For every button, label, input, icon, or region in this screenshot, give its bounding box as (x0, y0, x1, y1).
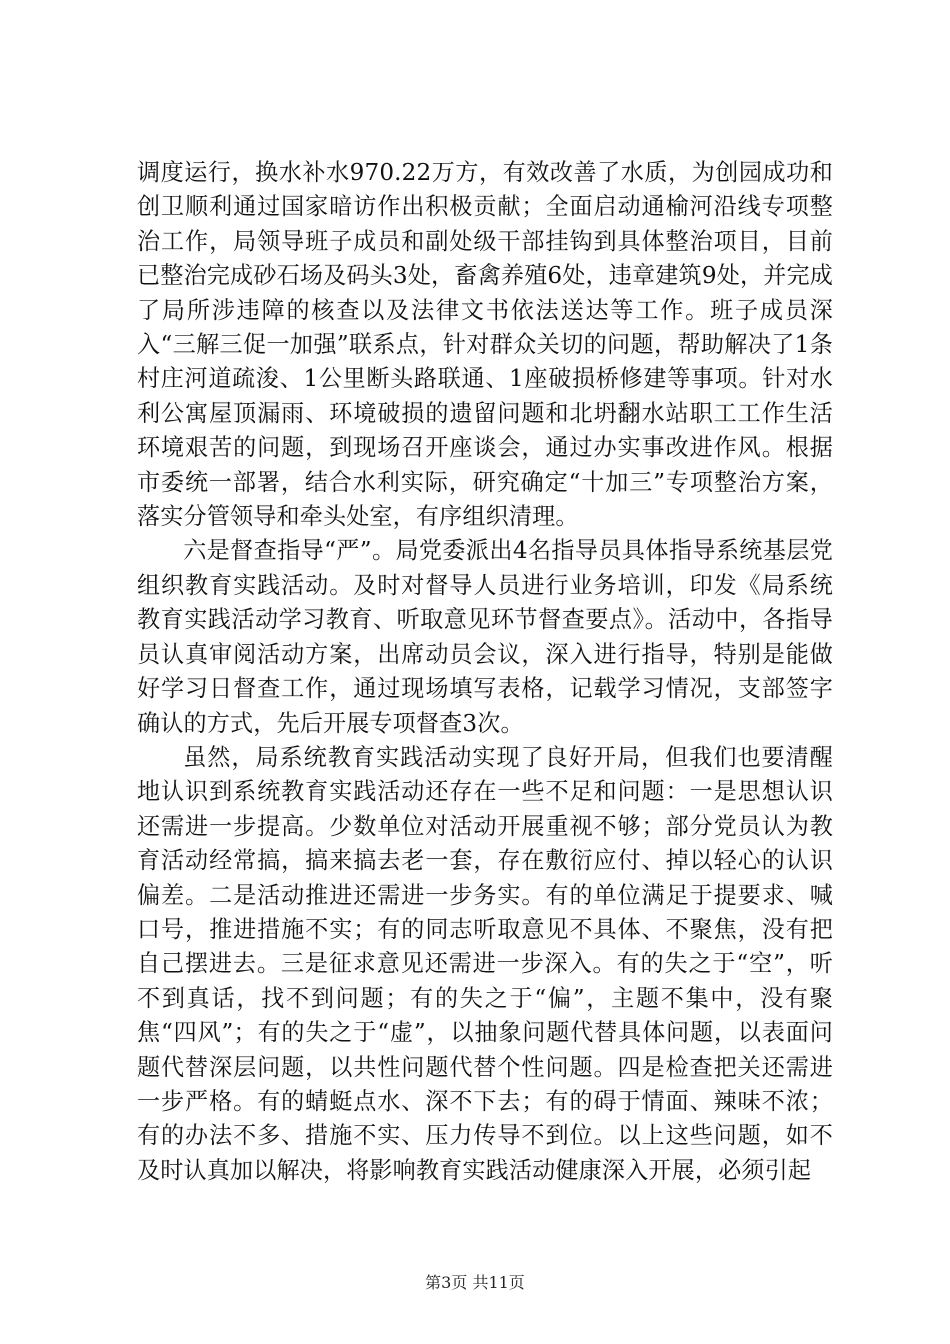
paragraph-continuation: 调度运行，换水补水970.22万方，有效改善了水质，为创园成功和创卫顺利通过国家暗访作出积极贡献；全面启动通榆河沿线专项整治工作，局领导班子成员和副处级干部挂钩到具体整治项目，目前已整治完成砂石场及码头3处，畜禽养殖6处，违章建筑9处，并完成了局所涉违障的核查以及法律文书依法送达等工作。班子成员深入“三解三促一加强”联系点，针对群众关切的问题，帮助解决了1条村庄河道疏浚、1公里断头路联通、1座破损桥修建等事项。针对水利公寓屋顶漏雨、环境破损的遗留问题和北坍翻水站职工工作生活环境艰苦的问题，到现场召开座谈会，通过办实事改进作风。根据市委统一部署，结合水利实际，研究确定“十加三”专项整治方案，落实分管领导和牵头处室，有序组织清理。 (137, 160, 833, 531)
page-number-footer: 第3页 共11页 (425, 1273, 525, 1292)
paragraph-problems: 虽然，局系统教育实践活动实现了良好开局，但我们也要清醒地认识到系统教育实践活动还存在一些不足和问题：一是思想认识还需进一步提高。少数单位对活动开展重视不够；部分党员认为教育活动经常搞，搞来搞去老一套，存在敷衍应付、掉以轻心的认识偏差。二是活动推进还需进一步务实。有的单位满足于提要求、喊口号，推进措施不实；有的同志听取意见不具体、不聚焦，没有把自己摆进去。三是征求意见还需进一步深入。有的失之于“空”，听不到真话，找不到问题；有的失之于“偏”，主题不集中，没有聚焦“四风”；有的失之于“虚”，以抽象问题代替具体问题，以表面问题代替深层问题，以共性问题代替个性问题。四是检查把关还需进一步严格。有的蜻蜓点水、深不下去；有的碍于情面、辣味不浓；有的办法不多、措施不实、压力传导不到位。以上这些问题，如不及时认真加以解决，将影响教育实践活动健康深入开展，必须引起 (137, 744, 833, 1184)
paragraph-supervision: 六是督查指导“严”。局党委派出4名指导员具体指导系统基层党组织教育实践活动。及时对督导人员进行业务培训，印发《局系统教育实践活动学习教育、听取意见环节督查要点》。活动中，各指导员认真审阅活动方案，出席动员会议，深入进行指导，特别是能做好学习日督查工作，通过现场填写表格，记载学习情况，支部签字确认的方式，先后开展专项督查3次。 (137, 538, 833, 737)
document-body (137, 156, 833, 1188)
